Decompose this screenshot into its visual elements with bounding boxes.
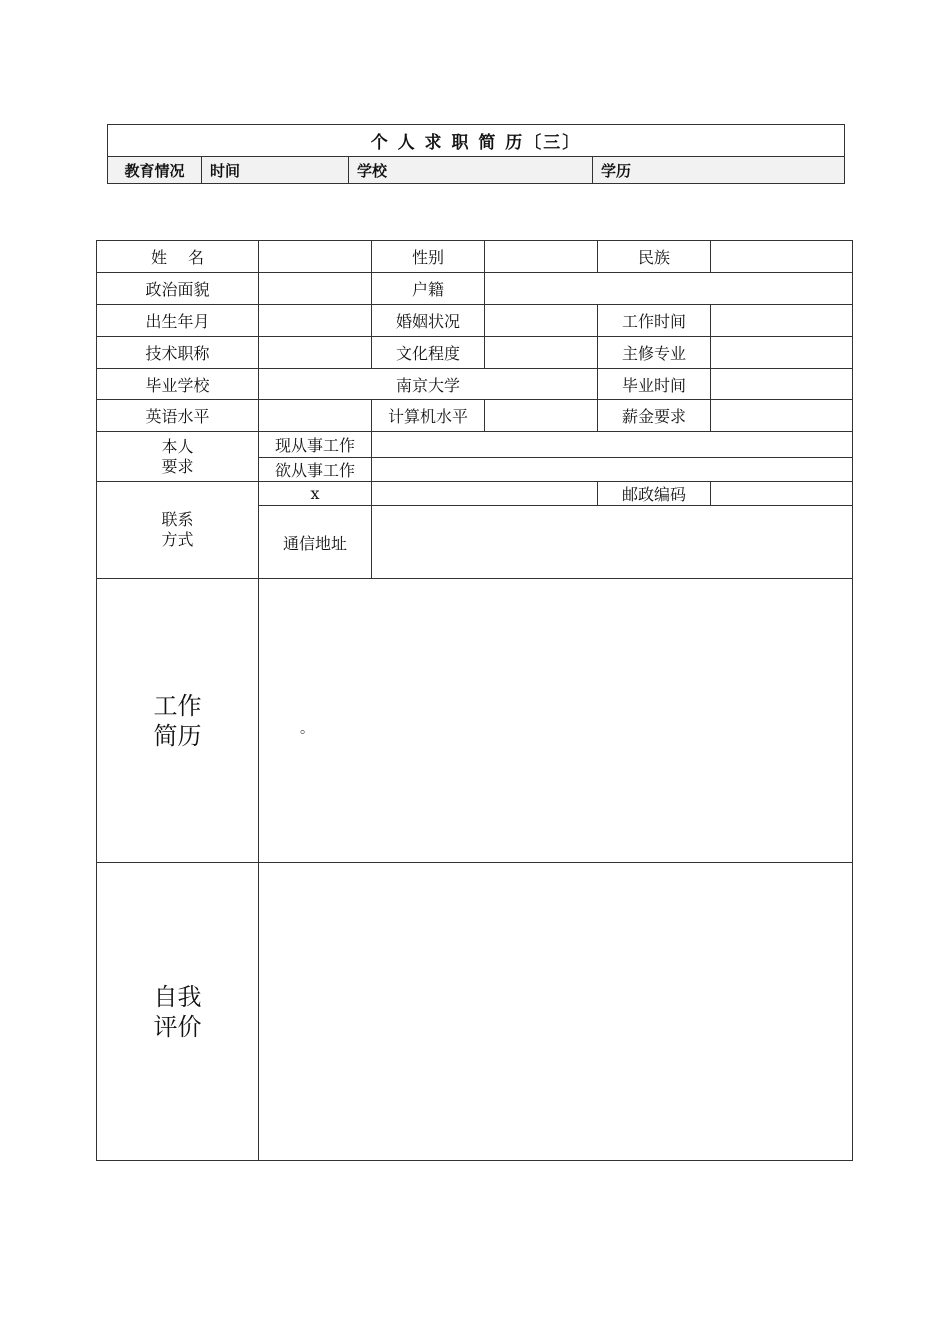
postcode-label: 邮政编码 bbox=[598, 482, 711, 506]
school-label: 毕业学校 bbox=[97, 369, 259, 400]
grad-time-label: 毕业时间 bbox=[598, 369, 711, 400]
address-label: 通信地址 bbox=[259, 506, 372, 579]
marital-field[interactable] bbox=[485, 305, 598, 337]
education-table bbox=[107, 124, 845, 184]
desired-job-label: 欲从事工作 bbox=[259, 458, 372, 482]
requirements-label-line1: 本人 bbox=[161, 436, 194, 456]
resume-form bbox=[96, 240, 853, 1161]
education-label: 教育情况 bbox=[108, 157, 202, 184]
current-job-label: 现从事工作 bbox=[259, 432, 372, 458]
col-school: 学校 bbox=[349, 157, 593, 184]
page-title: 个 人 求 职 简 历〔三〕 bbox=[108, 125, 845, 157]
current-job-field[interactable] bbox=[372, 432, 853, 458]
title-label: 技术职称 bbox=[97, 337, 259, 369]
major-label: 主修专业 bbox=[598, 337, 711, 369]
major-field[interactable] bbox=[711, 337, 853, 369]
contact-label-line1: 联系 bbox=[161, 510, 194, 529]
requirements-label bbox=[97, 432, 259, 482]
contact-label-line2: 方式 bbox=[161, 530, 194, 549]
title-field[interactable] bbox=[259, 337, 372, 369]
self-eval-label-line2: 评价 bbox=[153, 1012, 202, 1041]
phone-field[interactable] bbox=[372, 482, 598, 506]
requirements-label-line2: 要求 bbox=[161, 456, 194, 476]
computer-field[interactable] bbox=[485, 400, 598, 432]
birth-label: 出生年月 bbox=[97, 305, 259, 337]
birth-field[interactable] bbox=[259, 305, 372, 337]
contact-label bbox=[97, 482, 259, 579]
salary-field[interactable] bbox=[711, 400, 853, 432]
gender-label: 性别 bbox=[372, 241, 485, 273]
salary-label: 薪金要求 bbox=[598, 400, 711, 432]
work-history-label-line1: 工作 bbox=[153, 691, 202, 720]
culture-label: 文化程度 bbox=[372, 337, 485, 369]
postcode-field[interactable] bbox=[711, 482, 853, 506]
culture-field[interactable] bbox=[485, 337, 598, 369]
col-time: 时间 bbox=[202, 157, 349, 184]
marital-label: 婚姻状况 bbox=[372, 305, 485, 337]
hukou-label: 户籍 bbox=[372, 273, 485, 305]
name-label: 姓 名 bbox=[97, 241, 259, 273]
address-field[interactable] bbox=[372, 506, 853, 579]
political-label: 政治面貌 bbox=[97, 273, 259, 305]
english-field[interactable] bbox=[259, 400, 372, 432]
work-history-text: 。 bbox=[300, 721, 314, 737]
col-degree: 学历 bbox=[593, 157, 845, 184]
self-eval-field[interactable] bbox=[259, 863, 853, 1161]
name-field[interactable] bbox=[259, 241, 372, 273]
political-field[interactable] bbox=[259, 273, 372, 305]
grad-time-field[interactable] bbox=[711, 369, 853, 400]
desired-job-field[interactable] bbox=[372, 458, 853, 482]
gender-field[interactable] bbox=[485, 241, 598, 273]
computer-label: 计算机水平 bbox=[372, 400, 485, 432]
work-time-field[interactable] bbox=[711, 305, 853, 337]
phone-label: x bbox=[259, 482, 372, 506]
self-eval-label bbox=[97, 863, 259, 1161]
english-label: 英语水平 bbox=[97, 400, 259, 432]
work-history-field[interactable] bbox=[259, 579, 853, 863]
school-field[interactable]: 南京大学 bbox=[259, 369, 598, 400]
ethnicity-label: 民族 bbox=[598, 241, 711, 273]
ethnicity-field[interactable] bbox=[711, 241, 853, 273]
work-history-label bbox=[97, 579, 259, 863]
hukou-field[interactable] bbox=[485, 273, 853, 305]
self-eval-label-line1: 自我 bbox=[153, 982, 202, 1011]
work-history-label-line2: 简历 bbox=[153, 721, 202, 750]
work-time-label: 工作时间 bbox=[598, 305, 711, 337]
